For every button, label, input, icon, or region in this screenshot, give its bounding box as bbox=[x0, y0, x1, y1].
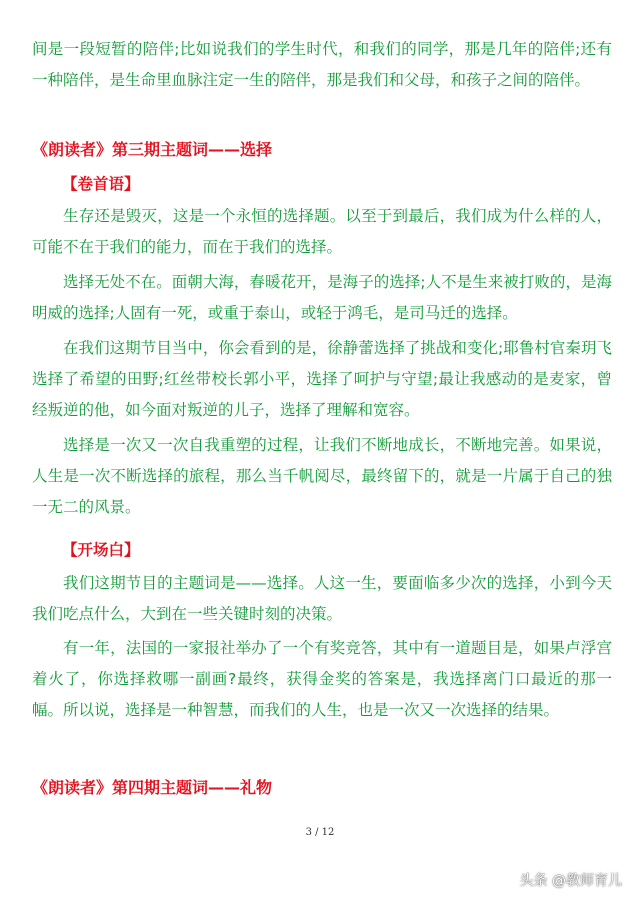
preface-paragraph-3: 在我们这期节目当中，你会看到的是，徐静蕾选择了挑战和变化;耶鲁村官秦玥飞选择了希望的田野;红丝带校长郭小平，选择了呵护与守望;最让我感动的是麦家，曾经叛逆的他，如今面对叛逆的儿子，选择了理解和宽容。 bbox=[32, 339, 612, 419]
intro-paragraph: 间是一段短暂的陪伴;比如说我们的学生时代，和我们的同学，那是几年的陪伴;还有一种陪伴，是生命里血脉注定一生的陪伴，那是我们和父母，和孩子之间的陪伴。 bbox=[32, 40, 612, 89]
watermark-text: 头条 @教师育儿 bbox=[519, 873, 622, 889]
opening-label: 【开场白】 bbox=[62, 541, 140, 559]
section-3-title: 《朗读者》第三期主题词——选择 bbox=[32, 140, 273, 159]
source-watermark bbox=[520, 870, 622, 890]
preface-paragraph-2: 选择无处不在。面朝大海，春暖花开，是海子的选择;人不是生来被打败的，是海明威的选择;人固有一死，或重于泰山，或轻于鸿毛，是司马迁的选择。 bbox=[32, 273, 612, 322]
page-number: 3 / 12 bbox=[305, 827, 335, 838]
preface-paragraph-1: 生存还是毁灭，这是一个永恒的选择题。以至于到最后，我们成为什么样的人，可能不在于我们的能力，而在于我们的选择。 bbox=[32, 207, 612, 256]
opening-paragraph-1: 我们这期节目的主题词是——选择。人这一生，要面临多少次的选择，小到今天我们吃点什么，大到在一些关键时刻的决策。 bbox=[32, 574, 612, 623]
preface-label: 【卷首语】 bbox=[62, 175, 140, 193]
preface-paragraph-4: 选择是一次又一次自我重塑的过程，让我们不断地成长，不断地完善。如果说，人生是一次不断选择的旅程，那么当千帆阅尽，最终留下的，就是一片属于自己的独一无二的风景。 bbox=[32, 436, 612, 516]
opening-paragraph-2: 有一年，法国的一家报社举办了一个有奖竞答，其中有一道题目是，如果卢浮宫着火了，你选择救哪一副画?最终，获得金奖的答案是，我选择离门口最近的那一幅。所以说，选择是一种智慧，而我们的人生，也是一次又一次选择的结果。 bbox=[32, 639, 612, 719]
section-4-title: 《朗读者》第四期主题词——礼物 bbox=[32, 778, 273, 797]
